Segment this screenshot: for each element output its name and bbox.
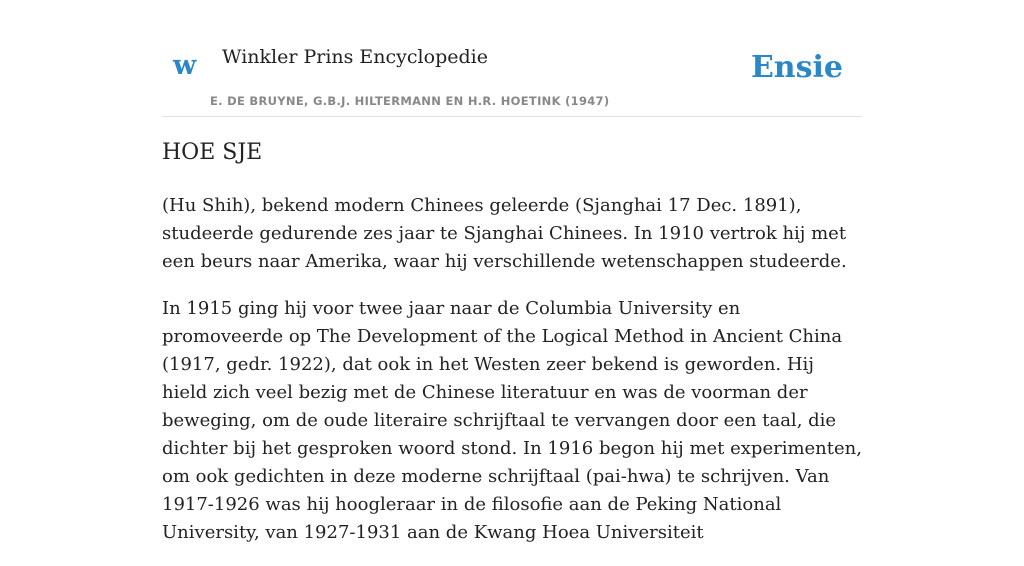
page-title: HOE SJE: [162, 140, 263, 165]
brand-logo[interactable]: Ensie: [750, 50, 843, 85]
authors-credit: E. DE BRUYNE, G.B.J. HILTERMANN EN H.R. HOETINK (1947): [210, 94, 610, 108]
site-header: [162, 40, 862, 117]
article-paragraph: In 1915 ging hij voor twee jaar naar de Columbia University en promoveerde op The Development of the Logical Method in Ancient China (1917, gedr. 1922), dat ook in het Westen zeer bekend is geworden. Hij hield zich veel bezig met de Chinese literatuur en was de voorman der beweging, om de oude literaire schrijftaal te vervangen door een taal, die dichter bij het gesproken woord stond. In 1916 begon hij met experimenten, om ook gedichten in deze moderne schrijftaal (pai-hwa) te schrijven. Van 1917-1926 was hij hoogleraar in de filosofie aan de Peking National University, van 1927-1931 aan de Kwang Hoea Universiteit: [162, 298, 862, 543]
article-paragraph: (Hu Shih), bekend modern Chinees geleerde (Sjanghai 17 Dec. 1891), studeerde gedurende zes jaar te Sjanghai Chinees. In 1910 vertrok hij met een beurs naar Amerika, waar hij verschillende wetenschappen studeerde.: [162, 195, 847, 272]
logo-icon[interactable]: w: [173, 50, 197, 81]
article-body: [162, 192, 862, 566]
site-title[interactable]: Winkler Prins Encyclopedie: [222, 46, 488, 68]
